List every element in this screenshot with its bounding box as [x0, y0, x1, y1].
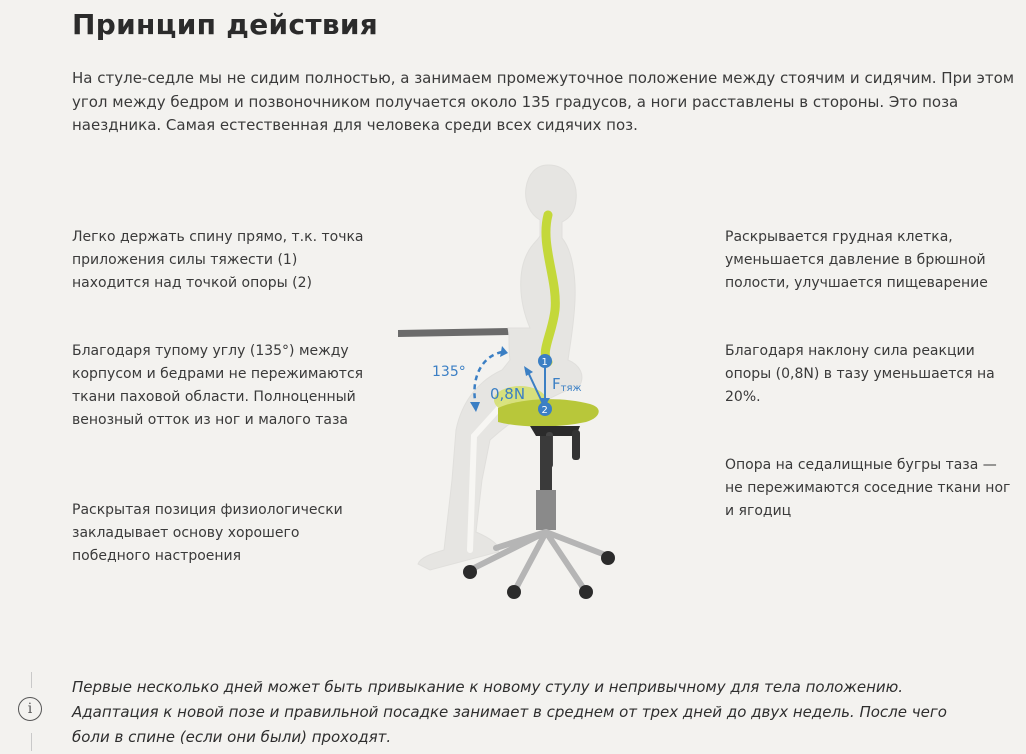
point-1-label: 1	[541, 357, 548, 368]
angle-arrow-top	[500, 346, 508, 357]
gravity-label-main: F	[552, 375, 561, 393]
note-right-support: Опора на седалищные бугры таза — не пережимаются соседние ткани ног и ягодиц	[725, 457, 1011, 519]
note-right-chest: Раскрывается грудная клетка, уменьшается давление в брюшной полости, улучшается пищеварение	[725, 229, 988, 291]
reaction-force-label: 0,8N	[490, 385, 526, 403]
posture-illustration	[390, 160, 620, 600]
note-left-gravity: Легко держать спину прямо, т.к. точка приложения силы тяжести (1) находится над точкой опоры (2)	[72, 229, 364, 291]
adaptation-footnote: Первые несколько дней может быть привыкание к новому стулу и непривычному для тела положению. Адаптация к новой позе и правильной посадке занимает в среднем от трех дней до двух недель. После чего боли в спине (если они были) проходят.	[72, 678, 947, 746]
caster	[579, 585, 593, 599]
info-icon: i	[18, 697, 42, 721]
chair-cylinder	[536, 490, 556, 530]
info-divider-top	[31, 672, 32, 688]
page-title: Принцип действия	[72, 8, 379, 41]
caster	[601, 551, 615, 565]
intro-paragraph: На стуле-седле мы не сидим полностью, а занимаем промежуточное положение между стоячим и сидячим. При этом угол между бедром и позвоночником получается около 135 градусов, а ноги расставлены в стороны. Это поза наездника. Самая естественная для человека среди всех сидячих поз.	[72, 69, 1015, 134]
gravity-label-sub: тяж	[560, 383, 582, 394]
point-2-label: 2	[541, 405, 548, 416]
note-left-mood: Раскрытая позиция физиологически закладывает основу хорошего победного настроения	[72, 502, 343, 564]
seat-lever	[572, 430, 580, 460]
angle-label: 135°	[432, 364, 466, 380]
info-divider-bottom	[31, 733, 32, 751]
caster	[507, 585, 521, 599]
caster	[463, 565, 477, 579]
note-right-reaction: Благодаря наклону сила реакции опоры (0,8N) в тазу уменьшается на 20%.	[725, 343, 995, 405]
note-left-angle: Благодаря тупому углу (135°) между корпусом и бедрами не пережимаются ткани паховой области. Полноценный венозный отток из ног и малого таза	[72, 343, 364, 428]
table-top	[398, 328, 510, 337]
